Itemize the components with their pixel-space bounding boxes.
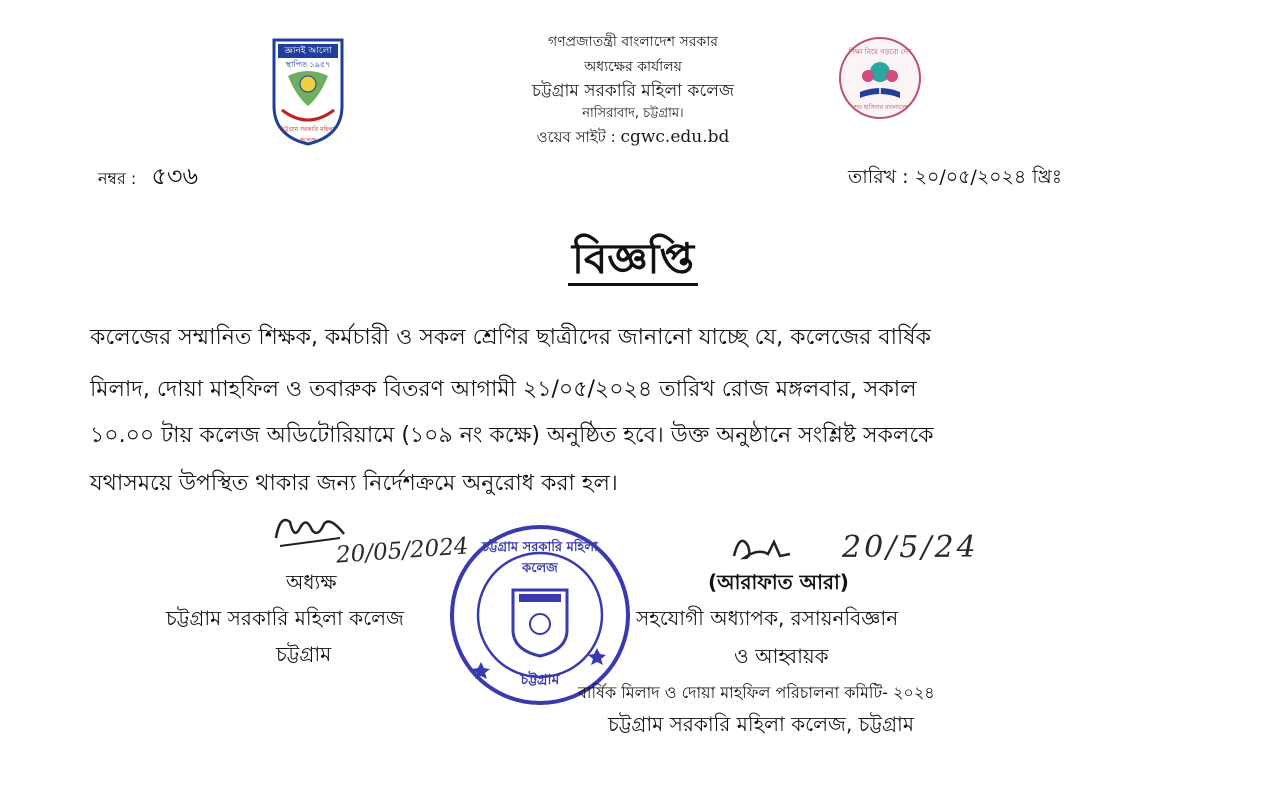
- memo-date-value: ২০/০৫/২০২৪ খ্রিঃ: [914, 166, 1062, 188]
- convener-name: (আরাফাত আরা): [708, 570, 849, 594]
- committee-name: বার্ষিক মিলাদ ও দোয়া মাহফিল পরিচালনা কমিটি- ২০২৪: [578, 683, 935, 702]
- principal-city: চট্টগ্রাম: [276, 642, 332, 666]
- logo-side-text: চট্টগ্রাম সরকারি মহিলা কলেজ: [281, 126, 335, 144]
- header-website: [433, 126, 833, 151]
- emblem-arc-text: শিক্ষা নিয়ে গড়বো দেশ: [848, 48, 912, 56]
- notice-title: বিজ্ঞপ্তি: [0, 226, 1266, 297]
- principal-designation: অধ্যক্ষ: [286, 570, 337, 594]
- memo-number-value: ৫৩৬: [151, 162, 199, 190]
- notice-line-3: ১০.০০ টায় কলেজ অডিটোরিয়ামে (১০৯ নং কক্ষে) অনুষ্ঠিত হবে। উক্ত অনুষ্ঠানে সংশ্লিষ্ট সকলকে: [90, 423, 934, 448]
- convener-signature-icon: [728, 528, 798, 568]
- memo-number: [98, 158, 198, 198]
- seal-ring-text: চট্টগ্রাম সরকারি মহিলা কলেজ: [482, 540, 598, 576]
- convener-college: চট্টগ্রাম সরকারি মহিলা কলেজ, চট্টগ্রাম: [608, 712, 914, 736]
- header-office: অধ্যক্ষের কার্যালয়: [584, 59, 682, 75]
- notice-line-4: যথাসময়ে উপস্থিত থাকার জন্য নির্দেশক্রমে অনুরোধ করা হল।: [90, 471, 618, 496]
- header-govt: গণপ্রজাতন্ত্রী বাংলাদেশ সরকার: [548, 34, 718, 50]
- memo-date-label: তারিখ :: [848, 166, 909, 188]
- website-label: ওয়েব সাইট :: [536, 128, 616, 146]
- logo-motto: জ্ঞানই আলো: [284, 46, 332, 56]
- college-logo: [270, 36, 346, 146]
- emblem-logo: [838, 36, 922, 120]
- notice-line-1: কলেজের সম্মানিত শিক্ষক, কর্মচারী ও সকল শ্রেণির ছাত্রীদের জানানো যাচ্ছে যে, কলেজের বার্ষিক: [90, 325, 931, 350]
- seal-bottom-text: চট্টগ্রাম: [520, 672, 560, 688]
- memo-date: [848, 163, 1062, 195]
- notice-line-2: মিলাদ, দোয়া মাহফিল ও তবারুক বিতরণ আগামী ২১/০৫/২০২৪ তারিখ রোজ মঙ্গলবার, সকাল: [90, 377, 917, 402]
- convener-handwritten-date: 20/5/24: [842, 530, 979, 565]
- convener-designation: সহযোগী অধ্যাপক, রসায়নবিজ্ঞান: [636, 606, 899, 630]
- website-link[interactable]: cgwc.edu.bd: [620, 127, 730, 147]
- logo-established: স্থাপিত ১৯৫৭: [285, 60, 331, 69]
- convener-role: ও আহ্বায়ক: [734, 644, 829, 668]
- emblem-bottom-text: শেখ হাসিনার বাংলাদেশ: [852, 104, 908, 111]
- principal-handwritten-date: 20/05/2024: [335, 533, 470, 569]
- header-address: নাসিরাবাদ, চট্টগ্রাম।: [582, 106, 684, 121]
- principal-college: চট্টগ্রাম সরকারি মহিলা কলেজ: [166, 606, 404, 630]
- memo-number-label: নম্বর :: [98, 169, 137, 188]
- header-college: চট্টগ্রাম সরকারি মহিলা কলেজ: [531, 81, 735, 101]
